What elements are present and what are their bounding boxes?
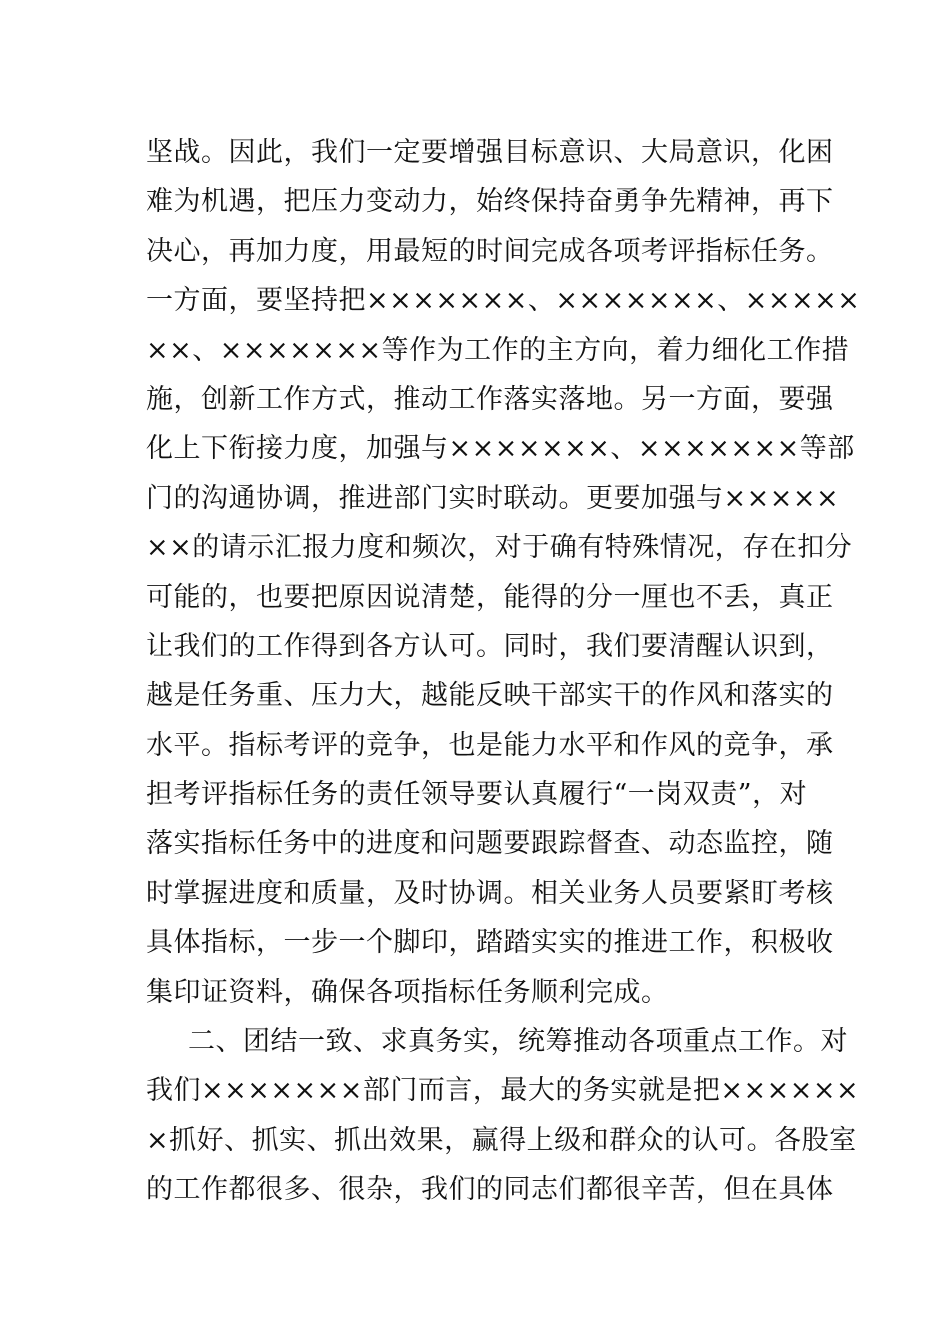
- text-line: 难为机遇，把压力变动力，始终保持奋勇争先精神，再下: [146, 186, 834, 218]
- text-line: 越是任务重、压力大，越能反映干部实干的作风和落实的: [146, 680, 834, 712]
- text-line: ××的请示汇报力度和频次，对于确有特殊情况，存在扣分: [146, 532, 853, 564]
- body-text: [146, 128, 861, 1215]
- text-line: 担考评指标任务的责任领导要认真履行“一岗双责”，对: [146, 779, 808, 811]
- text-line: 坚战。因此，我们一定要增强目标意识、大局意识，化困: [146, 137, 834, 168]
- section-heading-line: 二、团结一致、求真务实，统筹推动各项重点工作。对: [188, 1026, 848, 1058]
- text-line: 落实指标任务中的进度和问题要跟踪督查、动态监控，随: [146, 828, 834, 860]
- text-line: ××、×××××××等作为工作的主方向，着力细化工作措: [146, 334, 850, 366]
- text-line: 的工作都很多、很杂，我们的同志们都很辛苦，但在具体: [146, 1174, 834, 1206]
- text-line: 时掌握进度和质量，及时协调。相关业务人员要紧盯考核: [146, 877, 834, 909]
- text-line: 决心，再加力度，用最短的时间完成各项考评指标任务。: [146, 235, 834, 267]
- text-line: 集印证资料，确保各项指标任务顺利完成。: [146, 976, 669, 1008]
- text-line: ×抓好、抓实、抓出效果，赢得上级和群众的认可。各股室: [146, 1124, 857, 1156]
- text-line: 具体指标，一步一个脚印，踏踏实实的推进工作，积极收: [146, 927, 834, 959]
- text-line: 水平。指标考评的竞争，也是能力水平和作风的竞争，承: [146, 729, 834, 761]
- text-line: 可能的，也要把原因说清楚，能得的分一厘也不丢，真正: [146, 581, 834, 613]
- text-line: 一方面，要坚持把×××××××、×××××××、×××××: [146, 285, 861, 317]
- text-line: 让我们的工作得到各方认可。同时，我们要清醒认识到，: [146, 630, 834, 662]
- text-line: 我们×××××××部门而言，最大的务实就是把××××××: [146, 1075, 860, 1107]
- text-line: 化上下衔接力度，加强与×××××××、×××××××等部: [146, 433, 855, 465]
- text-line: 门的沟通协调，推进部门实时联动。更要加强与×××××: [146, 482, 840, 514]
- text-line: 施，创新工作方式，推动工作落实落地。另一方面，要强: [146, 383, 834, 415]
